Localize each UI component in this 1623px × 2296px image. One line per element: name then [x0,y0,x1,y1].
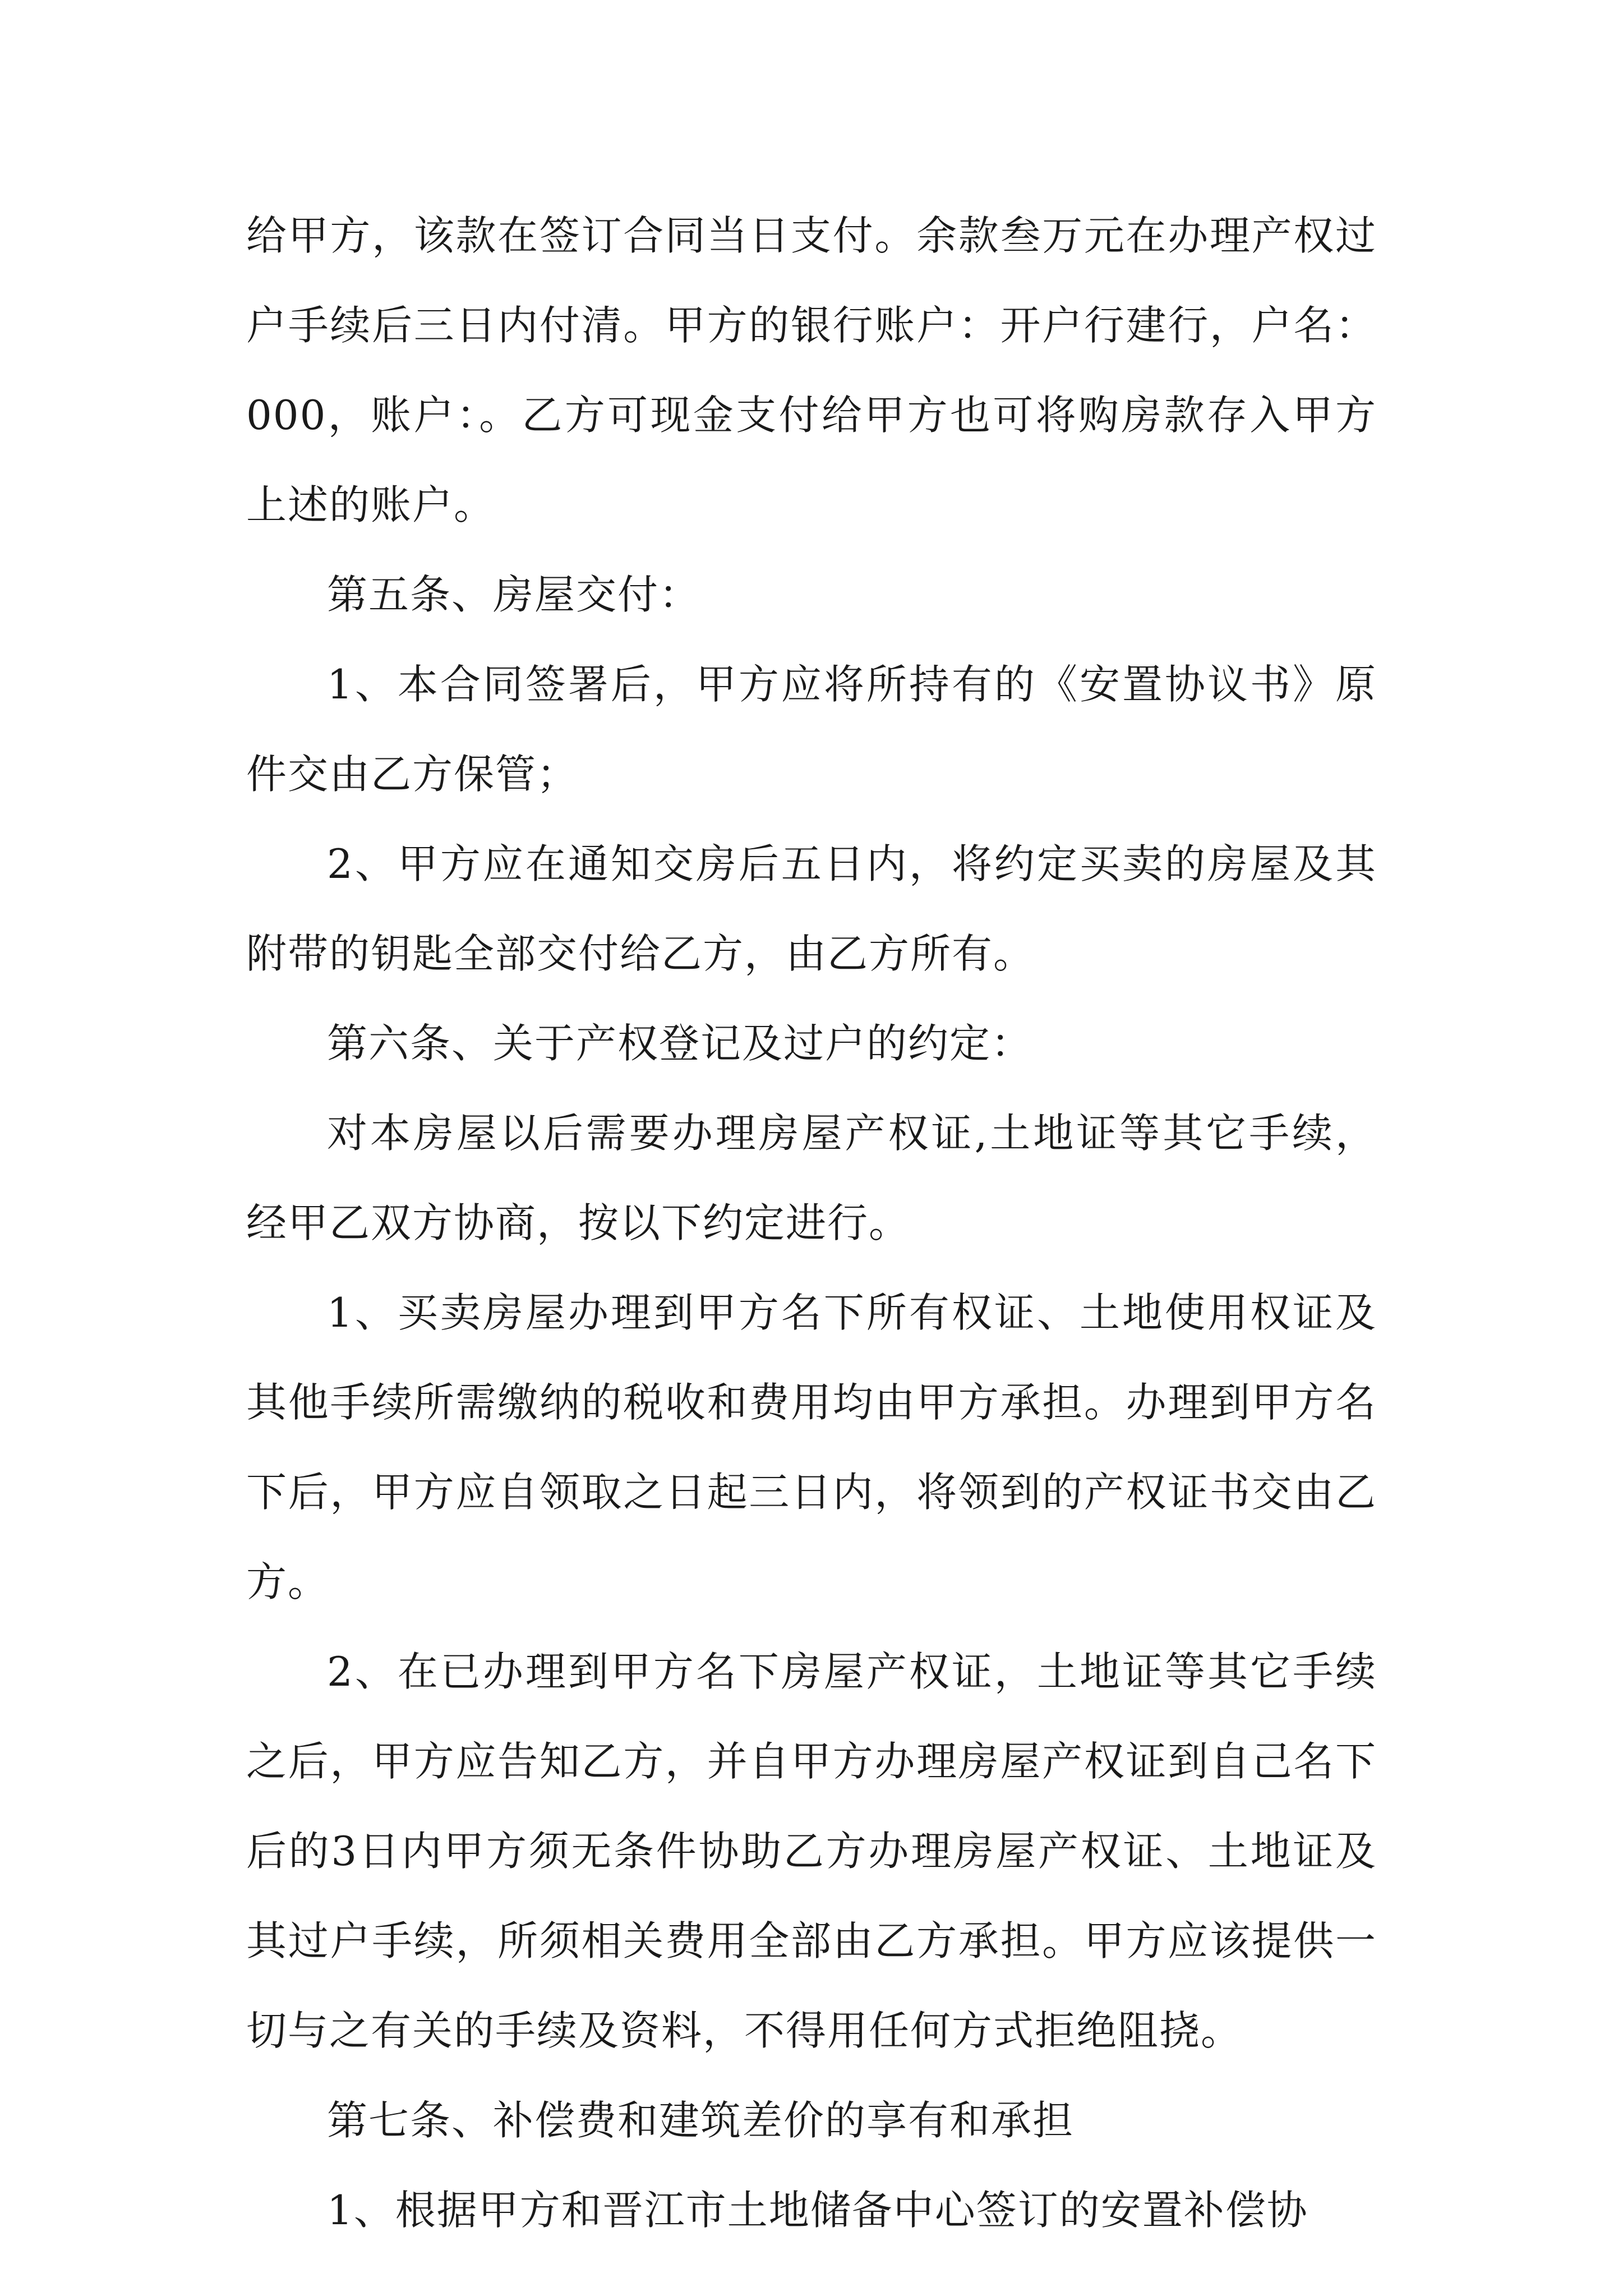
paragraph-article-7-item-1: 1、根据甲方和晋江市土地储备中心签订的安置补偿协 [327,2187,1308,2234]
heading-article-6: 第六条、关于产权登记及过户的约定： [327,1020,1033,1067]
paragraph-payment-terms: 给甲方，该款在签订合同当日支付。余款叁万元在办理产权过户手续后三日内付清。甲方的银行账户：开户行建行，户名：000，账户：。乙方可现金支付给甲方也可将购房款存入甲方上述的账户。 [246,212,1377,528]
paragraph-article-6-item-1: 1、买卖房屋办理到甲方名下所有权证、土地使用权证及其他手续所需缴纳的税收和费用均由甲方承担。办理到甲方名下后，甲方应自领取之日起三日内，将领到的产权证书交由乙方。 [246,1289,1377,1605]
paragraph-article-6-item-2: 2、在已办理到甲方名下房屋产权证，土地证等其它手续之后，甲方应告知乙方，并自甲方办理房屋产权证到自己名下后的3日内甲方须无条件协助乙方办理房屋产权证、土地证及其过户手续，所须相关费用全部由乙方承担。甲方应该提供一切与之有关的手续及资料，不得用任何方式拒绝阻挠。 [246,1648,1377,2054]
document-body [246,191,1377,2255]
paragraph-article-6-intro: 对本房屋以后需要办理房屋产权证,土地证等其它手续，经甲乙双方协商，按以下约定进行。 [246,1110,1377,1246]
heading-article-5: 第五条、房屋交付： [327,571,701,618]
heading-article-7: 第七条、补偿费和建筑差价的享有和承担 [327,2097,1075,2144]
paragraph-article-5-item-2: 2、甲方应在通知交房后五日内，将约定买卖的房屋及其附带的钥匙全部交付给乙方，由乙方所有。 [246,840,1377,977]
paragraph-article-5-item-1: 1、本合同签署后，甲方应将所持有的《安置协议书》原件交由乙方保管； [246,661,1377,798]
